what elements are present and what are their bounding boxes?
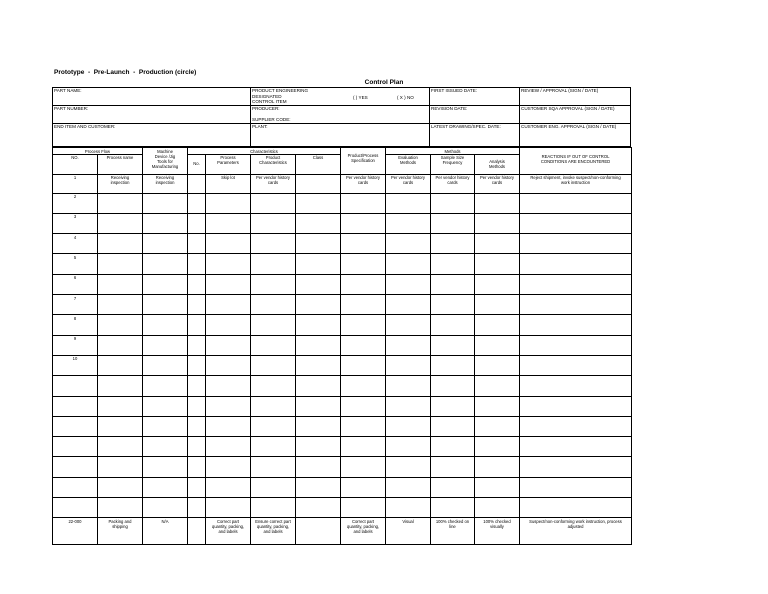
empty-cell [98,254,143,274]
process-params-cell: Skip lot [206,174,251,193]
empty-cell [143,355,188,375]
empty-cell [520,457,632,477]
empty-cell [143,254,188,274]
table-row [53,498,632,518]
no-header: NO. [53,154,98,174]
empty-cell [143,213,188,233]
empty-cell [431,234,475,254]
empty-cell [341,498,386,518]
empty-cell [143,234,188,254]
empty-cell [520,213,632,233]
empty-cell [431,213,475,233]
empty-cell [98,213,143,233]
empty-cell [475,376,520,396]
row-no-cell: 2 [53,193,98,213]
empty-cell [341,254,386,274]
empty-cell [98,416,143,436]
empty-cell [520,355,632,375]
empty-cell [341,416,386,436]
empty-cell [296,376,341,396]
part-name-label: PART NAME: [54,88,82,93]
part-number-label: PART NUMBER: [54,106,89,111]
empty-cell [296,193,341,213]
evaluation-cell: Per vendor history cards [386,174,431,193]
row-no-cell: 22-000 [53,518,98,545]
product-chars-cell: Per vendor history cards [251,174,296,193]
char-no-header: No. [188,154,206,174]
empty-cell [188,498,206,518]
empty-cell [475,355,520,375]
sample-size-header: Sample Size Frequency [431,154,475,174]
row-no-cell: 8 [53,315,98,335]
empty-cell [98,457,143,477]
table-row [53,295,632,315]
empty-cell [143,416,188,436]
row-no-cell [53,457,98,477]
empty-cell [431,355,475,375]
empty-cell [206,234,251,254]
empty-cell [206,498,251,518]
empty-cell [296,295,341,315]
empty-cell [188,437,206,457]
empty-cell [206,274,251,294]
empty-cell [296,477,341,497]
evaluation-header: Evaluation Methods [386,154,431,174]
empty-cell [341,193,386,213]
control-plan-title: Control Plan [364,79,404,86]
empty-cell [206,477,251,497]
process-params-cell: Correct part quantity, packing, and labels [206,518,251,545]
empty-cell [520,396,632,416]
table-row [53,518,632,545]
empty-cell [296,498,341,518]
row-no-cell: 7 [53,295,98,315]
product-spec-header: Product/Process Specification [341,148,386,175]
empty-cell [475,213,520,233]
empty-cell [143,477,188,497]
empty-cell [520,254,632,274]
char-no-cell [188,174,206,193]
empty-cell [98,315,143,335]
empty-cell [341,396,386,416]
revision-date-label: REVISION DATE: [431,106,468,111]
table-row [53,477,632,497]
empty-cell [188,193,206,213]
table-row [53,213,632,233]
pe-designated-line1: PRODUCT ENGINEERING [252,88,309,93]
empty-cell [296,416,341,436]
empty-cell [143,315,188,335]
table-row [53,335,632,355]
row-no-cell: 3 [53,213,98,233]
table-row [53,376,632,396]
empty-cell [386,315,431,335]
empty-cell [341,213,386,233]
empty-cell [98,234,143,254]
pe-designated-line3: CONTROL ITEM [252,99,287,104]
table-row [53,396,632,416]
empty-cell [206,376,251,396]
empty-cell [143,335,188,355]
empty-cell [188,416,206,436]
row-no-cell [53,416,98,436]
end-item-label: END ITEM AND CUSTOMER: [54,124,116,129]
empty-cell [520,416,632,436]
row-no-cell: 6 [53,274,98,294]
control-plan-grid [52,147,632,545]
empty-cell [251,315,296,335]
empty-cell [251,416,296,436]
empty-cell [98,335,143,355]
no-option: ( X ) NO [397,94,414,100]
analysis-header: Analysis Methods [475,154,520,174]
row-no-cell: 9 [53,335,98,355]
empty-cell [475,234,520,254]
empty-cell [341,234,386,254]
process-name-cell: Receiving inspection [98,174,143,193]
empty-cell [475,457,520,477]
table-row [53,193,632,213]
review-approval-label: REVIEW / APPROVAL (SIGN / DATE) [521,88,599,93]
empty-cell [475,335,520,355]
characteristics-group-header: Characteristics [188,148,341,155]
empty-cell [188,376,206,396]
reaction-cell: Suspect/non-conforming work instruction, process adjusted [520,518,632,545]
empty-cell [431,457,475,477]
empty-cell [188,274,206,294]
empty-cell [98,355,143,375]
row-no-cell: 4 [53,234,98,254]
empty-cell [98,437,143,457]
table-row [53,234,632,254]
customer-eng-label: CUSTOMER ENG. APPROVAL (SIGN / DATE) [521,124,617,129]
empty-cell [251,274,296,294]
process-params-header: Process Parameters [206,154,251,174]
machine-header: Machine Device /Jig Tools for Manufacturing [143,148,188,175]
table-row [53,457,632,477]
empty-cell [431,396,475,416]
empty-cell [341,335,386,355]
empty-cell [341,376,386,396]
empty-cell [386,396,431,416]
empty-cell [251,477,296,497]
product-spec-cell: Correct part quantity, packing, and labels [341,518,386,545]
empty-cell [143,274,188,294]
row-no-cell [53,477,98,497]
process-name-header: Process name [98,154,143,174]
empty-cell [475,315,520,335]
empty-cell [206,193,251,213]
empty-cell [386,498,431,518]
process-flow-group-header: Process Flow [53,148,143,155]
table-row [53,355,632,375]
empty-cell [251,213,296,233]
row-no-cell [53,376,98,396]
class-cell [296,174,341,193]
analysis-cell: Per vendor history cards [475,174,520,193]
empty-cell [251,376,296,396]
empty-cell [386,457,431,477]
empty-cell [188,335,206,355]
empty-cell [206,457,251,477]
empty-cell [188,213,206,233]
empty-cell [143,376,188,396]
empty-cell [251,437,296,457]
empty-cell [386,295,431,315]
empty-cell [475,477,520,497]
sample-size-cell: Per vendor history cards [431,174,475,193]
empty-cell [206,396,251,416]
empty-cell [188,295,206,315]
empty-cell [143,437,188,457]
empty-cell [386,213,431,233]
empty-cell [341,437,386,457]
first-issued-label: FIRST ISSUED DATE: [431,88,478,93]
row-no-cell [53,498,98,518]
empty-cell [98,477,143,497]
empty-cell [475,416,520,436]
empty-cell [431,437,475,457]
empty-cell [206,315,251,335]
empty-cell [341,274,386,294]
empty-cell [431,254,475,274]
empty-cell [206,295,251,315]
row-no-cell: 1 [53,174,98,193]
empty-cell [98,274,143,294]
evaluation-cell: Visual [386,518,431,545]
supplier-code-label: SUPPLIER CODE: [252,117,291,122]
plant-label: PLANT: [252,124,268,129]
empty-cell [251,498,296,518]
empty-cell [475,437,520,457]
empty-cell [520,315,632,335]
empty-cell [251,254,296,274]
empty-cell [431,274,475,294]
empty-cell [520,376,632,396]
empty-cell [475,193,520,213]
row-no-cell: 10 [53,355,98,375]
empty-cell [475,396,520,416]
empty-cell [386,335,431,355]
empty-cell [206,437,251,457]
empty-cell [520,295,632,315]
empty-cell [251,193,296,213]
product-spec-cell: Per vendor history cards [341,174,386,193]
empty-cell [520,193,632,213]
table-row [53,174,632,193]
empty-cell [296,315,341,335]
empty-cell [98,498,143,518]
empty-cell [520,498,632,518]
empty-cell [296,234,341,254]
empty-cell [431,477,475,497]
producer-label: PRODUCER: [252,106,280,111]
empty-cell [431,376,475,396]
empty-cell [296,274,341,294]
empty-cell [251,234,296,254]
empty-cell [341,355,386,375]
table-row [53,274,632,294]
empty-cell [251,355,296,375]
machine-cell: Receiving inspection [143,174,188,193]
empty-cell [188,234,206,254]
empty-cell [475,274,520,294]
empty-cell [386,234,431,254]
empty-cell [206,355,251,375]
empty-cell [188,477,206,497]
empty-cell [520,477,632,497]
empty-cell [386,416,431,436]
empty-cell [520,274,632,294]
row-no-cell [53,437,98,457]
empty-cell [143,457,188,477]
empty-cell [520,335,632,355]
empty-cell [431,335,475,355]
empty-cell [296,355,341,375]
empty-cell [251,295,296,315]
empty-cell [386,477,431,497]
empty-cell [98,295,143,315]
methods-group-header: Methods [386,148,520,155]
empty-cell [296,254,341,274]
pe-designated-line2: DESIGNATED [252,93,282,99]
empty-cell [386,355,431,375]
row-no-cell [53,396,98,416]
empty-cell [475,254,520,274]
empty-cell [341,295,386,315]
empty-cell [386,193,431,213]
empty-cell [386,254,431,274]
empty-cell [475,295,520,315]
empty-cell [386,274,431,294]
analysis-cell: 100% checked visually [475,518,520,545]
document-top-title: Prototype - Pre-Launch - Production (circle) [54,69,197,76]
empty-cell [188,457,206,477]
empty-cell [143,295,188,315]
class-header: Class [296,154,341,174]
empty-cell [341,457,386,477]
row-no-cell: 5 [53,254,98,274]
process-name-cell: Packing and shipping [98,518,143,545]
empty-cell [296,457,341,477]
empty-cell [188,355,206,375]
machine-cell: N/A [143,518,188,545]
latest-drawing-label: LATEST DRAWING/SPEC. DATE: [431,124,501,129]
empty-cell [251,396,296,416]
empty-cell [206,335,251,355]
class-cell [296,518,341,545]
empty-cell [206,416,251,436]
empty-cell [98,396,143,416]
empty-cell [296,213,341,233]
table-row [53,437,632,457]
product-chars-cell: Ensure correct part quantity, packing, and labels [251,518,296,545]
empty-cell [296,396,341,416]
empty-cell [143,498,188,518]
table-row [53,315,632,335]
empty-cell [206,213,251,233]
empty-cell [188,396,206,416]
yes-option: ( ) YES [353,94,368,100]
empty-cell [431,193,475,213]
empty-cell [98,193,143,213]
sample-size-cell: 100% checked on line [431,518,475,545]
empty-cell [475,498,520,518]
empty-cell [251,457,296,477]
empty-cell [386,376,431,396]
customer-sqa-label: CUSTOMER SQA APPROVAL (SIGN / DATE) [521,106,615,111]
empty-cell [431,498,475,518]
empty-cell [520,234,632,254]
empty-cell [188,254,206,274]
empty-cell [341,315,386,335]
table-row [53,254,632,274]
empty-cell [431,315,475,335]
empty-cell [431,295,475,315]
empty-cell [296,437,341,457]
empty-cell [188,315,206,335]
numbered-rows [53,193,632,518]
char-no-cell [188,518,206,545]
empty-cell [386,437,431,457]
reaction-header: REACTIONS IF OUT OF CONTROL CONDITIONS ARE ENCOUNTERED [520,148,632,175]
empty-cell [143,396,188,416]
empty-cell [251,335,296,355]
empty-cell [341,477,386,497]
empty-cell [206,254,251,274]
product-chars-header: Product Characteristics [251,154,296,174]
table-row [53,416,632,436]
empty-cell [296,335,341,355]
empty-cell [431,416,475,436]
header-block [52,87,631,147]
empty-cell [98,376,143,396]
reaction-cell: Reject shipment, invoke suspect/non-conforming work instruction [520,174,632,193]
empty-cell [520,437,632,457]
empty-cell [143,193,188,213]
